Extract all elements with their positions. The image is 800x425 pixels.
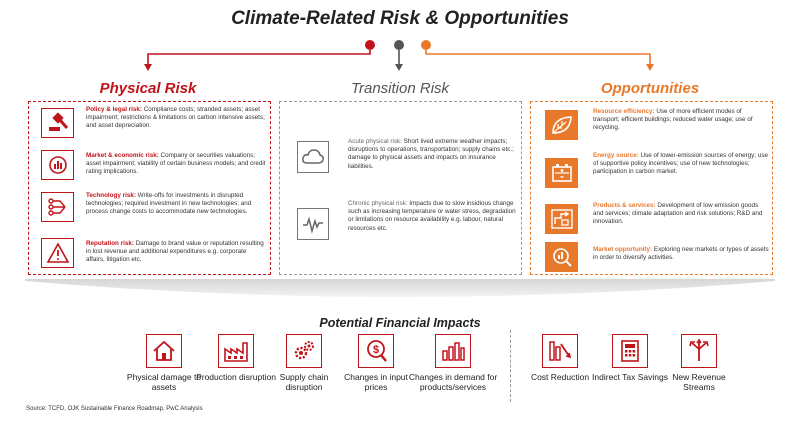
grey-dot (394, 40, 404, 50)
item-description: Write-offs for investments in disrupted technologies; required investment in new technologies; and process change costs to accommodate new technologies. (86, 192, 252, 216)
factory-icon (218, 334, 254, 368)
cost-down-icon (542, 334, 578, 368)
opportunities-title: Opportunities (600, 80, 700, 97)
circuit-icon (41, 192, 74, 222)
item-label: Energy source: (593, 152, 639, 159)
impact-new-revenue-streams (656, 334, 742, 392)
impact-label: Physical damage to assets (126, 372, 202, 392)
item-label: Acute physical risk: (348, 138, 402, 145)
transition-risk-title: Transition Risk (350, 80, 450, 97)
physical-risk-title: Physical Risk (99, 80, 197, 97)
item-description: Short lived extreme weather impacts; disruptions to operations, transportation; supply chains etc.; damage to physical assets and impacts on insurance liabilities. (348, 138, 514, 170)
item-description: Development of low emission goods and services; climate adaptation and risk solutions; R&D and innovation. (593, 202, 763, 226)
impact-label: Supply chain disruption (279, 372, 329, 392)
cloud-icon (297, 141, 329, 173)
item-label: Market & economic risk: (86, 152, 159, 159)
item-description: Exploring new markets or types of assets in order to diversify activities. (593, 246, 769, 262)
financial-impacts-title: Potential Financial Impacts (319, 316, 481, 330)
physical-risk-panel (28, 101, 271, 275)
svg-text:$: $ (372, 344, 380, 356)
item-description: Damage to brand value or reputation resulting in lost revenue and additional expenditures e.g. corporate affairs, litigation etc. (86, 240, 264, 264)
item-description: Company or securities valuations; asset impairment; viability of certain business models; and credit rating implications. (86, 152, 266, 176)
item-label: Market opportunity: (593, 246, 653, 253)
flow-icon (545, 204, 578, 234)
bar-chart-icon (435, 334, 471, 368)
item-description: Use of more efficient modes of transport; efficient buildings; reduced water usage; use of recycling. (593, 108, 753, 132)
opportunities-panel (530, 101, 773, 275)
impact-label: Cost Reduction (530, 372, 590, 382)
market-economic-risk-item (29, 144, 270, 186)
item-description: Use of lower-emission sources of energy; use of supportive policy incentives; use of new technologies; participation in carbon market. (593, 152, 768, 176)
page-title: Climate-Related Risk & Opportunities (231, 8, 569, 29)
reputation-risk-item (29, 230, 270, 274)
item-label: Policy & legal risk: (86, 106, 142, 113)
transition-risk-panel (279, 101, 522, 275)
funnel-band (0, 279, 800, 317)
diverging-arrows-icon (681, 334, 717, 368)
orange-dot (421, 40, 431, 50)
energy-source-item (531, 150, 772, 196)
chronic-physical-risk-item (280, 194, 521, 254)
impact-label: Changes in input prices (344, 372, 408, 392)
leaf-icon (545, 110, 578, 140)
red-dot (365, 40, 375, 50)
market-chart-icon (41, 150, 74, 180)
battery-icon (545, 158, 578, 188)
market-opportunity-item (531, 238, 772, 274)
trend-line-icon (297, 208, 329, 240)
warning-icon (41, 238, 74, 268)
policy-legal-risk-item (29, 102, 270, 144)
products-services-item (531, 196, 772, 238)
impact-label: New Revenue Streams (672, 372, 726, 392)
impact-label: Indirect Tax Savings (592, 372, 668, 382)
calculator-icon (612, 334, 648, 368)
house-icon (146, 334, 182, 368)
price-tag-icon (358, 334, 394, 368)
item-label: Resource efficiency: (593, 108, 655, 115)
market-search-icon (545, 242, 578, 272)
impact-label: Production disruption (196, 372, 276, 382)
item-label: Technology risk: (86, 192, 136, 199)
item-label: Products & services: (593, 202, 656, 209)
item-description: Impacts due to slow insidious change such as increasing temperature or water stress, degradation or limitations on resource availability e.g. labour, natural resources etc. (348, 200, 516, 232)
technology-risk-item (29, 186, 270, 230)
acute-physical-risk-item (280, 132, 521, 186)
impact-demand-changes (405, 334, 501, 392)
item-description: Compliance costs; stranded assets; asset impairment; restrictions & limitations on carbon intensive assets; and asset depreciation. (86, 106, 265, 130)
item-label: Reputation risk: (86, 240, 134, 247)
impact-label: Changes in demand for products/services (408, 372, 498, 392)
gears-icon (286, 334, 322, 368)
resource-efficiency-item (531, 102, 772, 144)
item-label: Chronic physical risk: (348, 200, 408, 207)
impact-divider (510, 330, 511, 402)
gavel-icon (41, 108, 74, 138)
source-note: Source: TCFD, OJK Sustainable Finance Roadmap, PwC Analysis (26, 406, 203, 412)
